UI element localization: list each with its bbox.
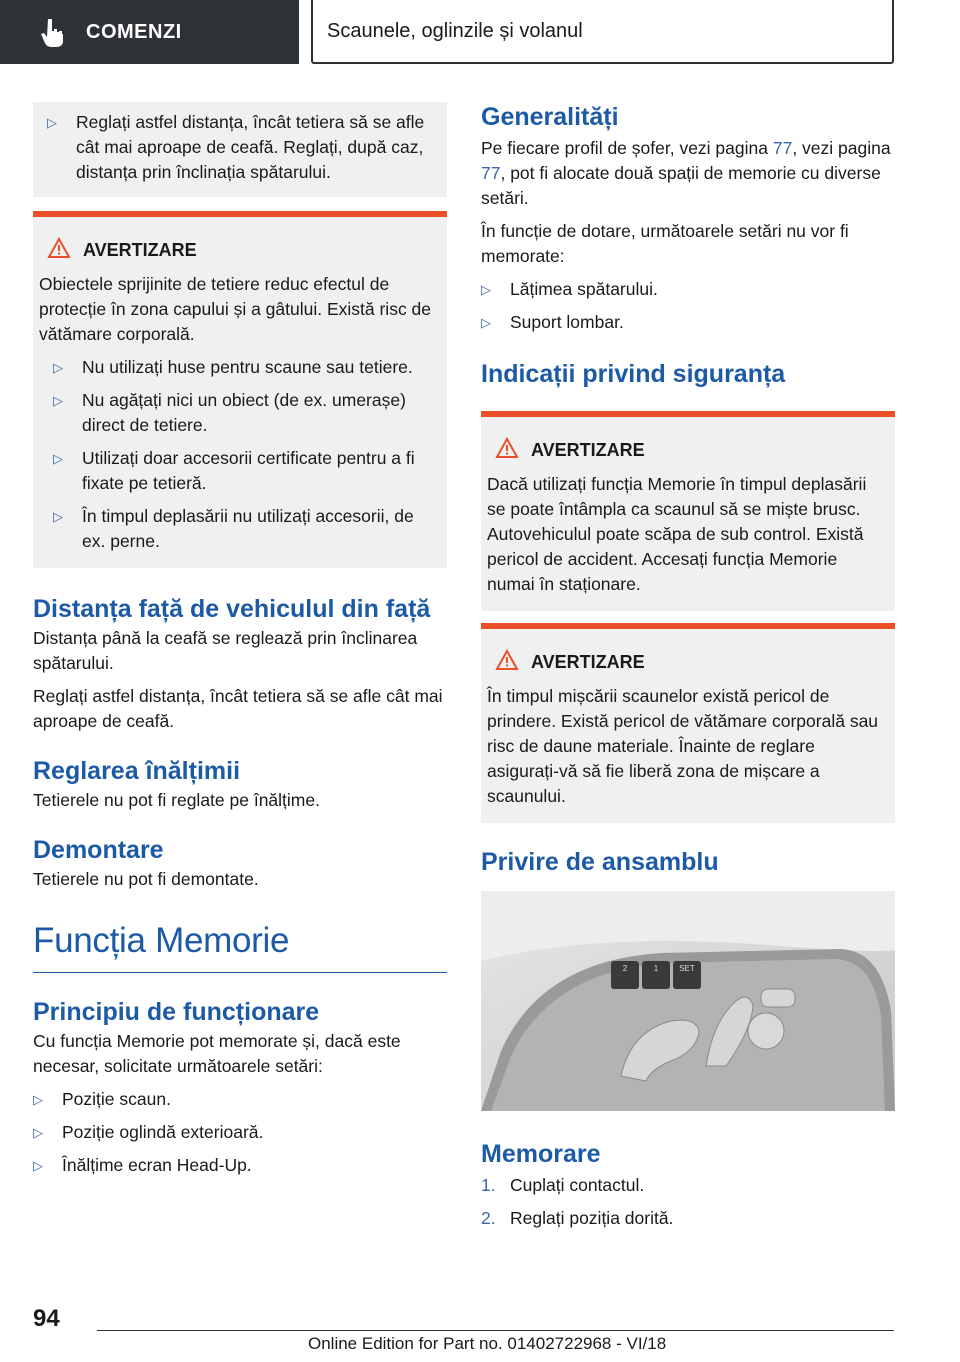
warning-triangle-icon — [487, 649, 531, 676]
page-number: 94 — [33, 1305, 60, 1332]
left-column — [33, 96, 447, 1178]
list-item: ▷ Reglați astfel distanța, încât tetiera să se afle cât mai aproape de ceafă. Reglați, după caz, distanța prin înclinația spătarului. — [47, 110, 437, 185]
warning-triangle-icon — [487, 437, 531, 464]
list-item: 1. Cuplați contactul. — [481, 1175, 645, 1195]
bullet-triangle-icon: ▷ — [33, 1125, 43, 1140]
footer-edition: Online Edition for Part no. 01402722968 - VI/18 — [308, 1334, 667, 1353]
list-item: ▷ Poziție oglindă exterioară. — [33, 1120, 447, 1145]
memory-set-button-label: SET — [679, 964, 695, 973]
list-item: ▷ Lățimea spătarului. — [481, 277, 895, 302]
list-item: 2. Reglați poziția dorită. — [481, 1208, 674, 1228]
bullet-triangle-icon: ▷ — [53, 451, 63, 466]
bullet-triangle-icon: ▷ — [53, 509, 63, 524]
bullet-triangle-icon: ▷ — [33, 1092, 43, 1107]
heading-principle: Principiu de funcționare — [33, 998, 320, 1026]
section-title: COMENZI — [86, 20, 182, 43]
paragraph: Tetierele nu pot fi demontate. — [33, 869, 259, 889]
heading-memory: Funcția Memorie — [33, 921, 290, 960]
heading-removal: Demontare — [33, 836, 164, 864]
list-item: ▷ Utilizați doar accesorii certificate pentru a fi fixate pe tetieră. — [53, 446, 439, 496]
memory-button-2-label: 2 — [622, 964, 628, 973]
heading-distance: Distanța față de vehiculul din față — [33, 595, 431, 623]
right-column — [481, 96, 895, 1231]
heading-safety: Indicații privind siguranța — [481, 360, 786, 388]
bullet-triangle-icon: ▷ — [481, 282, 491, 297]
list-item: ▷ Suport lombar. — [481, 310, 895, 335]
heading-height: Reglarea înălțimii — [33, 757, 241, 785]
bullet-triangle-icon: ▷ — [47, 115, 57, 130]
list-item: ▷ Poziție scaun. — [33, 1087, 447, 1112]
warning-title: AVERTIZARE — [531, 440, 645, 460]
warning-text: În timpul mișcării scaunelor există pericol de prindere. Există pericol de vătămare corporală sau risc de daune materiale. Înainte de reglare asigurați-vă să fie liberă zona de mișcare a scaunului. — [487, 686, 879, 806]
warning-title: AVERTIZARE — [83, 240, 197, 260]
bullet-triangle-icon: ▷ — [33, 1158, 43, 1173]
paragraph: Distanța până la ceafă se reglează prin înclinarea spătarului. — [33, 628, 418, 673]
heading-overview: Privire de ansamblu — [481, 848, 719, 876]
page-link[interactable]: 77 — [772, 138, 793, 158]
list-item: ▷ Nu utilizați huse pentru scaune sau tetiere. — [53, 355, 439, 380]
memory-button-1-label: 1 — [653, 964, 659, 973]
paragraph: În funcție de dotare, următoarele setări nu vor fi memorate: — [481, 221, 849, 266]
bullet-triangle-icon: ▷ — [481, 315, 491, 330]
warning-title: AVERTIZARE — [531, 652, 645, 672]
page-link[interactable]: 77 — [481, 163, 501, 183]
warning-triangle-icon — [39, 237, 83, 264]
warning-box — [481, 417, 895, 611]
hand-pointer-icon — [36, 15, 70, 49]
paragraph: Cu funcția Memorie pot memorate și, dacă este necesar, solicitate următoarele setări: — [33, 1031, 401, 1076]
seat-controls-photo — [481, 891, 895, 1111]
list-item: ▷ În timpul deplasării nu utilizați accesorii, de ex. perne. — [53, 504, 439, 554]
chapter-tab[interactable] — [311, 0, 894, 64]
paragraph: Reglați astfel distanța, încât tetiera să se afle cât mai aproape de ceafă. — [33, 686, 443, 731]
top-bullet-box — [33, 102, 447, 197]
warning-text: Dacă utilizați funcția Memorie în timpul deplasării se poate întâmpla ca scaunul să se miște brusc. Autovehiculul poate scăpa de sub control. Există pericol de accident. Accesați funcția Memorie numai în staționare. — [487, 474, 867, 594]
bullet-triangle-icon: ▷ — [53, 360, 63, 375]
paragraph: Tetierele nu pot fi reglate pe înălțime. — [33, 790, 320, 810]
chapter-title: Scaunele, oglinzile și volanul — [327, 19, 583, 42]
footer-rule — [97, 1330, 894, 1331]
warning-box — [481, 629, 895, 823]
section-tab[interactable] — [0, 0, 299, 64]
heading-storing: Memorare — [481, 1140, 601, 1168]
warning-text: Obiectele sprijinite de tetiere reduc efectul de protecție în zona capului și a gâtului. Există risc de vătămare corporală. — [39, 274, 432, 344]
list-item: ▷ Înălțime ecran Head-Up. — [33, 1153, 447, 1178]
list-item: ▷ Nu agățați nici un obiect (de ex. umerașe) direct de tetiere. — [53, 388, 439, 438]
paragraph: Pe fiecare profil de șofer, vezi pagina 77, vezi pagina 77, pot fi alocate două spații de memorie cu diverse setări. — [481, 138, 891, 208]
warning-box — [33, 217, 447, 568]
heading-general: Generalități — [481, 103, 619, 131]
bullet-triangle-icon: ▷ — [53, 393, 63, 408]
